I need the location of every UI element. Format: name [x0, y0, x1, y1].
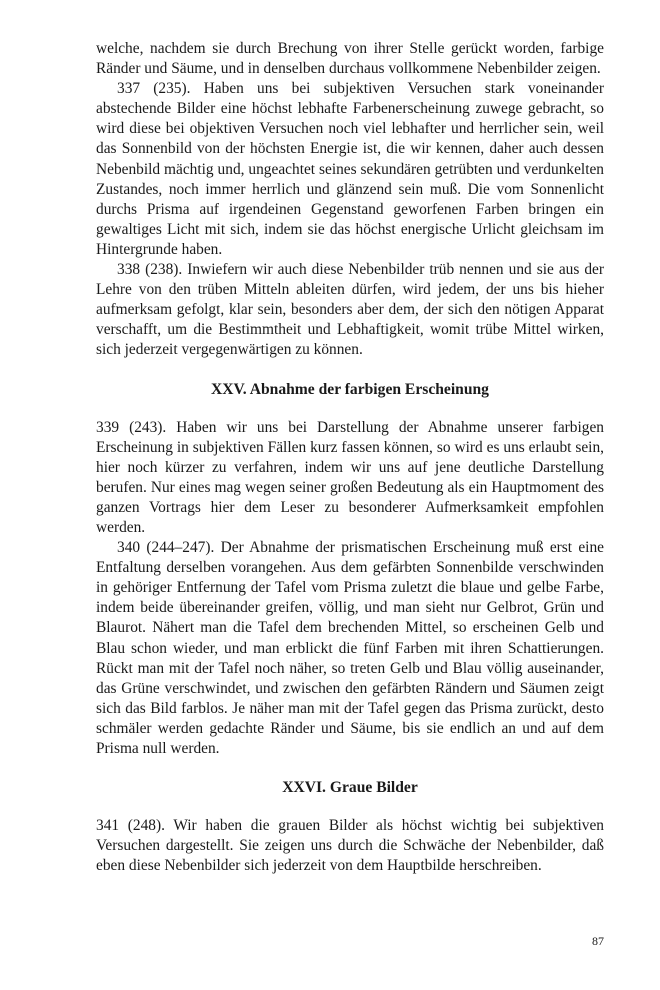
section-heading-xxv: XXV. Abnahme der farbigen Erscheinung: [211, 380, 489, 398]
paragraph-337: 337 (235). Haben uns bei subjektiven Versuchen stark voneinander abstechende Bilder eine höchst lebhafte Farbenerscheinung zuwege gebracht, so wird diese bei objektiven Versuchen noch viel lebhafter und herrlicher sein, weil das Sonnenbild von der höchsten Energie ist, die wir kennen, daher auch dessen Nebenbild mächtig und, ungeachtet seines sekundären getrübten und verdunkelten Zustandes, noch immer herrlich und glänzend sein muß. Die vom Sonnenlicht durchs Prisma auf irgendeinen Gegenstand geworfenen Farben bringen ein gewaltiges Licht mit sich, indem sie das höchst energische Urlicht gleichsam im Hintergrunde haben.: [96, 80, 604, 258]
paragraph-continuation: welche, nachdem sie durch Brechung von ihrer Stelle gerückt worden, farbige Ränder und Säume, und in denselben durchaus vollkommene Nebenbilder zeigen.: [96, 40, 604, 78]
paragraph-340: 340 (244–247). Der Abnahme der prismatischen Erscheinung muß erst eine Entfaltung derselben vorangehen. Aus dem gefärbten Sonnenbilde verschwinden in gehöriger Entfernung der Tafel vom Prisma zuletzt die blaue und gelbe Farbe, indem beide übereinander greifen, völlig, und man sieht nur Gelbrot, Grün und Blaurot. Nähert man die Tafel dem brechenden Mittel, so erscheinen Gelb und Blau schon wieder, und man erblickt die fünf Farben mit ihren Schattierungen. Rückt man mit der Tafel noch näher, so treten Gelb und Blau völlig auseinander, das Grüne verschwindet, und zwischen den gefärbten Rändern und Säumen zeigt sich das Bild farblos. Je näher man mit der Tafel gegen das Prisma zurückt, desto schmäler werden gedachte Ränder und Säume, bis sie endlich an und auf dem Prisma null werden.: [96, 539, 604, 757]
page-body: [96, 39, 604, 876]
paragraph-338: 338 (238). Inwiefern wir auch diese Nebenbilder trüb nennen und sie aus der Lehre von den trüben Mitteln ableiten dürfen, wird jedem, der uns bis hieher aufmerksam gefolgt, klar sein, besonders aber dem, der sich den nötigen Apparat verschafft, um die Bestimmtheit und Lebhaftigkeit, womit trübe Mittel wirken, sich jederzeit vergegenwärtigen zu können.: [96, 261, 604, 359]
paragraph-339: 339 (243). Haben wir uns bei Darstellung der Abnahme unserer farbigen Erscheinung in subjektiven Fällen kurz fassen können, so wird es uns erlaubt sein, hier noch kürzer zu verfahren, indem wir uns auf jene deutliche Darstellung berufen. Nur eines mag wegen seiner großen Bedeutung als ein Hauptmoment des ganzen Vortrags hier dem Leser zu besonderer Aufmerksamkeit empfohlen werden.: [96, 418, 604, 536]
page-number: 87: [592, 934, 604, 948]
section-heading-xxvi: XXVI. Graue Bilder: [282, 779, 418, 797]
paragraph-341: 341 (248). Wir haben die grauen Bilder als höchst wichtig bei subjektiven Versuchen dargestellt. Sie zeigen uns durch die Schwäche der Nebenbilder, daß eben diese Nebenbilder sich jederzeit von dem Hauptbilde herschreiben.: [96, 817, 604, 875]
